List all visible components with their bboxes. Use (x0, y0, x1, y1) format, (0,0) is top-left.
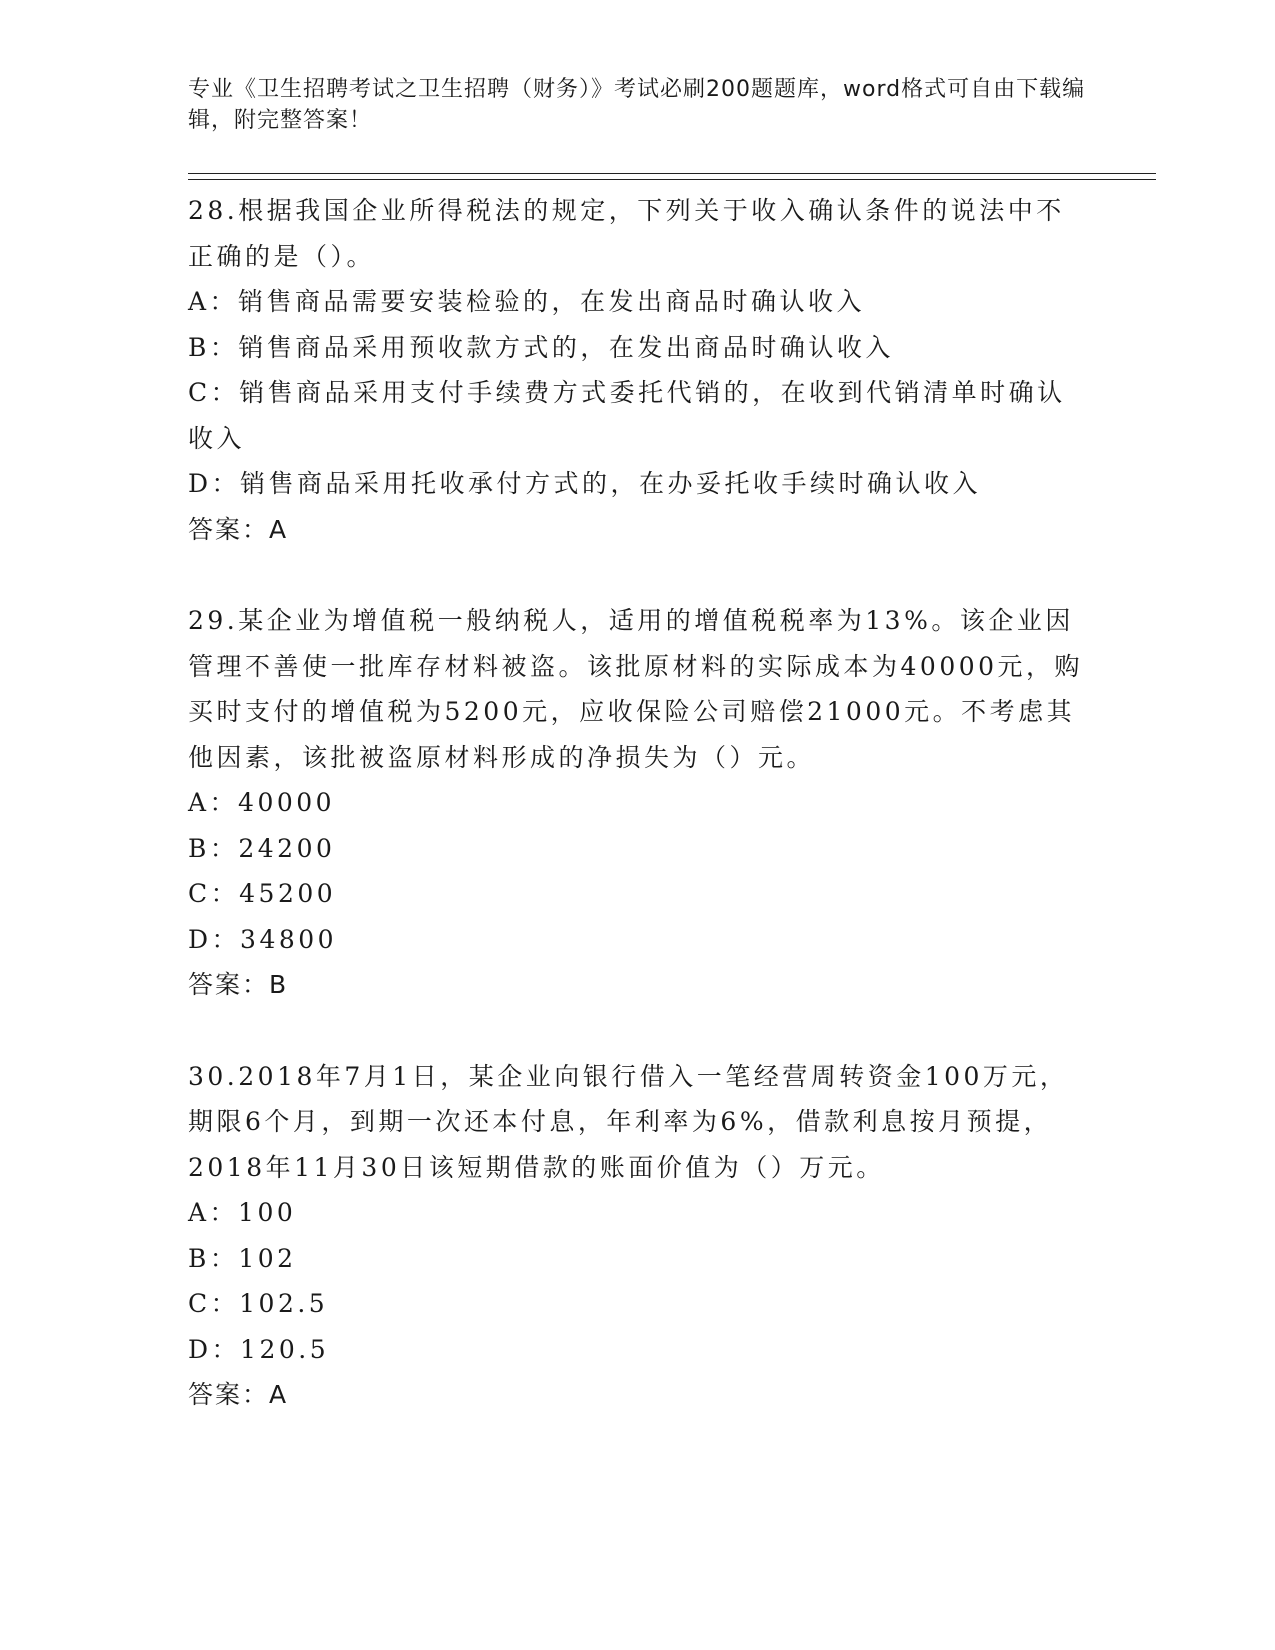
option-c: C：45200 (188, 879, 337, 908)
option-c: C：102.5 (188, 1289, 329, 1318)
option-b: B：102 (188, 1243, 297, 1273)
header-divider-bottom (188, 179, 1156, 180)
option-a: A：销售商品需要安装检验的，在发出商品时确认收入 (188, 287, 866, 316)
option-d: D：34800 (188, 924, 338, 954)
document-header: 专业《卫生招聘考试之卫生招聘（财务）》考试必刷200题题库，word格式可自由下载编辑，附完整答案！ (188, 77, 1086, 133)
question-stem: 29.某企业为增值税一般纳税人，适用的增值税税率为13%。该企业因管理不善使一批库存材料被盗。该批原材料的实际成本为40000元，购买时支付的增值税为5200元，应收保险公司赔偿21000元。不考虑其他因素，该批被盗原材料形成的净损失为（）元。 (188, 606, 1084, 772)
option-a: A：40000 (188, 788, 336, 817)
answer: 答案：A (188, 1380, 289, 1409)
option-b: B：销售商品采用预收款方式的，在发出商品时确认收入 (188, 332, 894, 362)
option-c: C：销售商品采用支付手续费方式委托代销的，在收到代销清单时确认收入 (188, 378, 1066, 453)
header-divider-top (188, 173, 1156, 174)
question-30 (188, 1054, 1088, 1418)
question-stem: 30.2018年7月1日，某企业向银行借入一笔经营周转资金100万元，期限6个月，到期一次还本付息，年利率为6%，借款利息按月预提，2018年11月30日该短期借款的账面价值为（）万元。 (188, 1061, 1069, 1182)
answer: 答案：A (188, 514, 289, 544)
answer: 答案：B (188, 970, 289, 999)
option-d: D：120.5 (188, 1334, 330, 1364)
option-d: D：销售商品采用托收承付方式的，在办妥托收手续时确认收入 (188, 469, 982, 498)
option-a: A：100 (188, 1198, 297, 1227)
question-stem: 28.根据我国企业所得税法的规定，下列关于收入确认条件的说法中不正确的是（）。 (188, 196, 1065, 271)
question-29 (188, 598, 1088, 1008)
question-28 (188, 188, 1088, 552)
question-list (188, 188, 1088, 1418)
option-b: B：24200 (188, 833, 336, 863)
